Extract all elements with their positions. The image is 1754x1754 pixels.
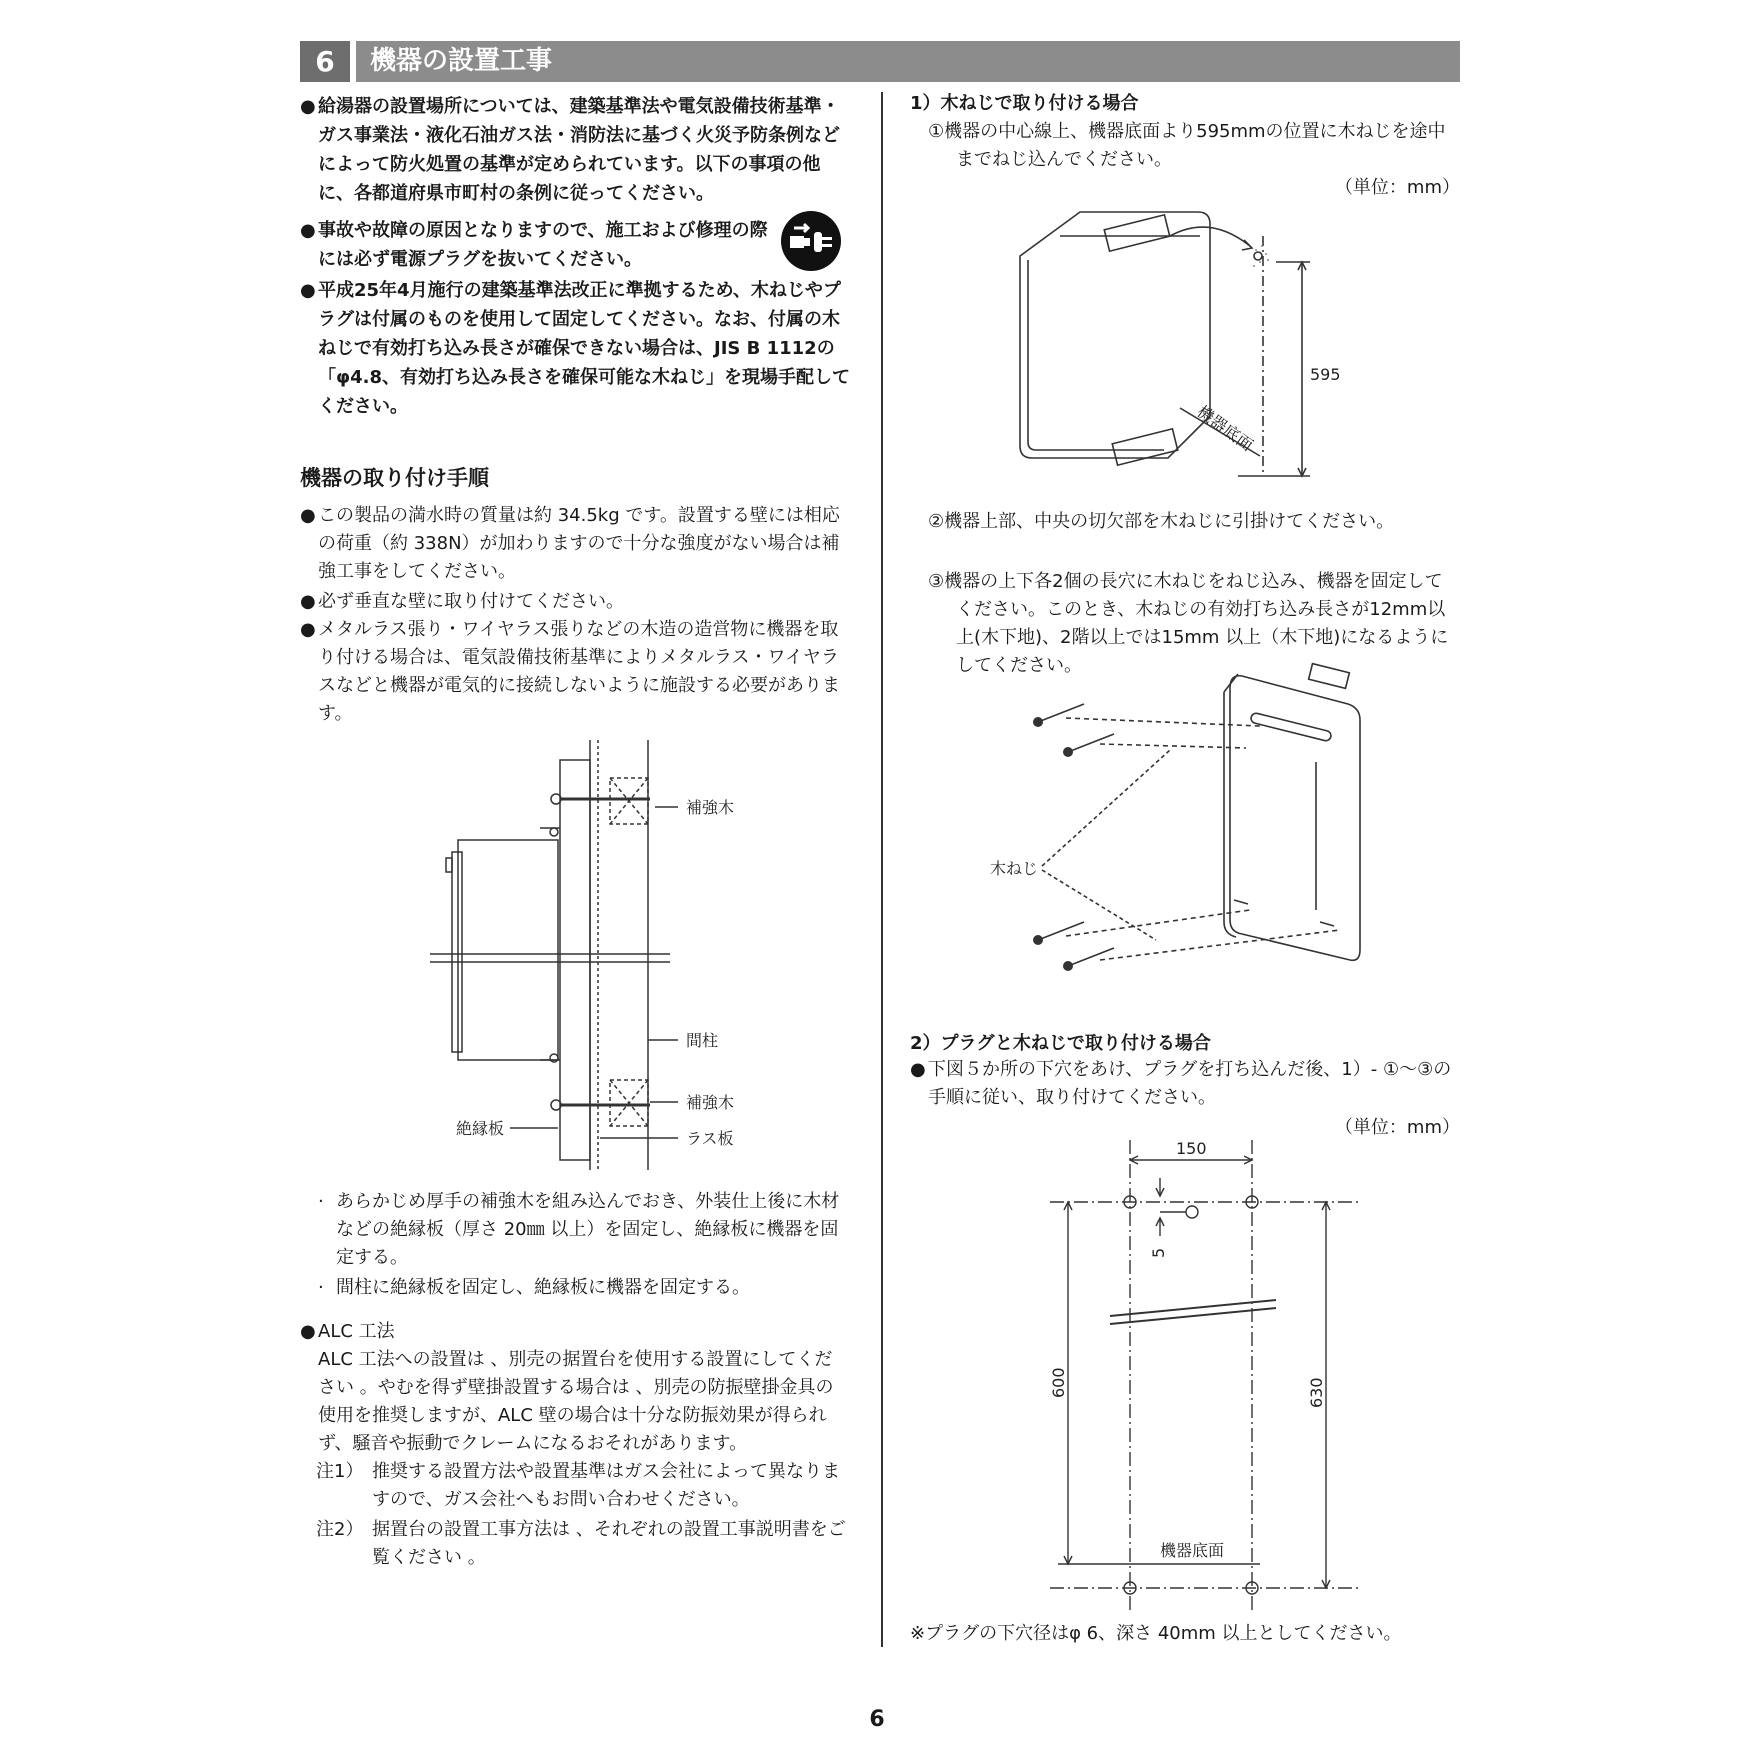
label-reinforce-bottom: 補強木 [686,1093,735,1112]
sub-point-2: · 間柱に絶縁板を固定し、絶縁板に機器を固定する。 [318,1277,750,1298]
section-header [300,41,1460,82]
fig3-base-label: 機器底面 [1160,1541,1225,1560]
fig1-dim-595: 595 [1310,365,1341,384]
footnote: ※プラグの下穴径はφ 6、深さ 40mm 以上としてください。 [910,1623,1402,1644]
fig3-dim-600: 600 [1049,1367,1068,1398]
sub-point-1: · あらかじめ厚手の補強木を組み込んでおき、外装仕上後に木材などの絶縁板（厚さ 20㎜ 以上）を固定し、絶縁板に機器を固定する。 [318,1191,840,1268]
note-1 [316,1458,850,1514]
fig1-base-label: 機器底面 [1193,401,1257,455]
plug-hole-layout-diagram [1050,1140,1370,1610]
label-stud: 間柱 [686,1031,719,1050]
screw-mount-diagram [980,660,1400,980]
fig3-dim-5: 5 [1149,1247,1168,1258]
section-number: 6 [300,41,350,82]
note-2-mark: 注2） [316,1519,364,1540]
alc-bullet: ● ALC 工法 [300,1321,395,1342]
intro-bullet-2: ● 事故や故障の原因となりますので、施工および修理の際には必ず電源プラグを抜いてください。 [300,220,768,270]
fig3-dim-150: 150 [1176,1139,1207,1158]
procedure-bullet-1: ● この製品の満水時の質量は約 34.5kg です。設置する壁には相応の荷重（約 338N）が加わりますので十分な強度がない場合は補強工事をしてください。 [300,505,840,582]
section2-title: 2）プラグと木ねじで取り付ける場合 [910,1033,1211,1054]
note-2 [316,1516,850,1572]
step1-text: ①機器の中心線上、機器底面より595mmの位置に木ねじを途中までねじ込んでください。 [928,121,1446,170]
procedure-title: 機器の取り付け手順 [300,466,489,490]
wall-section-diagram [430,740,760,1170]
label-lath: ラス板 [686,1129,734,1148]
section1-title: 1）木ねじで取り付ける場合 [910,93,1139,114]
header-separator [350,41,356,82]
column-divider [881,92,883,1647]
label-reinforce-top: 補強木 [686,798,735,817]
unit-label-2: （単位：mm） [1334,1117,1460,1138]
note-1-text: 推奨する設置方法や設置基準はガス会社によって異なりますので、ガス会社へもお問い合わせください。 [372,1461,840,1510]
unit-label-1: （単位：mm） [1334,177,1460,198]
unplug-icon [780,210,842,272]
page-number: 6 [869,1707,885,1732]
heater-hang-diagram [1010,196,1340,486]
intro-bullet-3: ● 平成25年4月施行の建築基準法改正に準拠するため、木ねじやプラグは付属のものを使用して固定してください。なお、付属の木ねじで有効打ち込み長さが確保できない場合は、JIS B 1112の「φ4.8、有効打ち込み長さを確保可能な木ねじ」を現場手配してください。 [300,280,850,417]
label-insulation: 絶縁板 [456,1119,505,1138]
procedure-bullet-3: ● メタルラス張り・ワイヤラス張りなどの木造の造営物に機器を取り付ける場合は、電気設備技術基準によりメタルラス・ワイヤラスなどと機器が電気的に接続しないように施設する必要があります。 [300,619,840,724]
intro-bullet-1: ● 給湯器の設置場所については、建築基準法や電気設備技術基準・ガス事業法・液化石油ガス法・消防法に基づく火災予防条例などによって防火処置の基準が定められています。以下の事項の他に、各都道府県市町村の条例に従ってください。 [300,96,840,204]
note-2-text: 据置台の設置工事方法は 、それぞれの設置工事説明書をご覧ください 。 [372,1519,846,1568]
step2-text: ②機器上部、中央の切欠部を木ねじに引掛けてください。 [928,511,1395,532]
fig3-dim-630: 630 [1307,1377,1326,1408]
note-1-mark: 注1） [316,1461,364,1482]
section-title: 機器の設置工事 [370,46,553,76]
section2-bullet: ● 下図５か所の下穴をあけ、プラグを打ち込んだ後、1）- ①～③の手順に従い、取り付けてください。 [910,1059,1452,1108]
procedure-bullet-2: ● 必ず垂直な壁に取り付けてください。 [300,591,624,612]
fig2-screw-label: 木ねじ [990,859,1039,878]
step3-text: ③機器の上下各2個の長穴に木ねじをねじ込み、機器を固定してください。このとき、木ねじの有効打ち込み長さが12mm以上(木下地)、2階以上では15mm 以上（木下地)になるようにしてください。 [928,571,1449,676]
alc-body: ALC 工法への設置は 、別売の据置台を使用する設置にしてください 。やむを得ず壁掛設置する場合は 、別売の防振壁掛金具の使用を推奨しますが、ALC 壁の場合は十分な防振効果が得られず、騒音や振動でクレームになるおそれがあります。 [318,1349,834,1454]
